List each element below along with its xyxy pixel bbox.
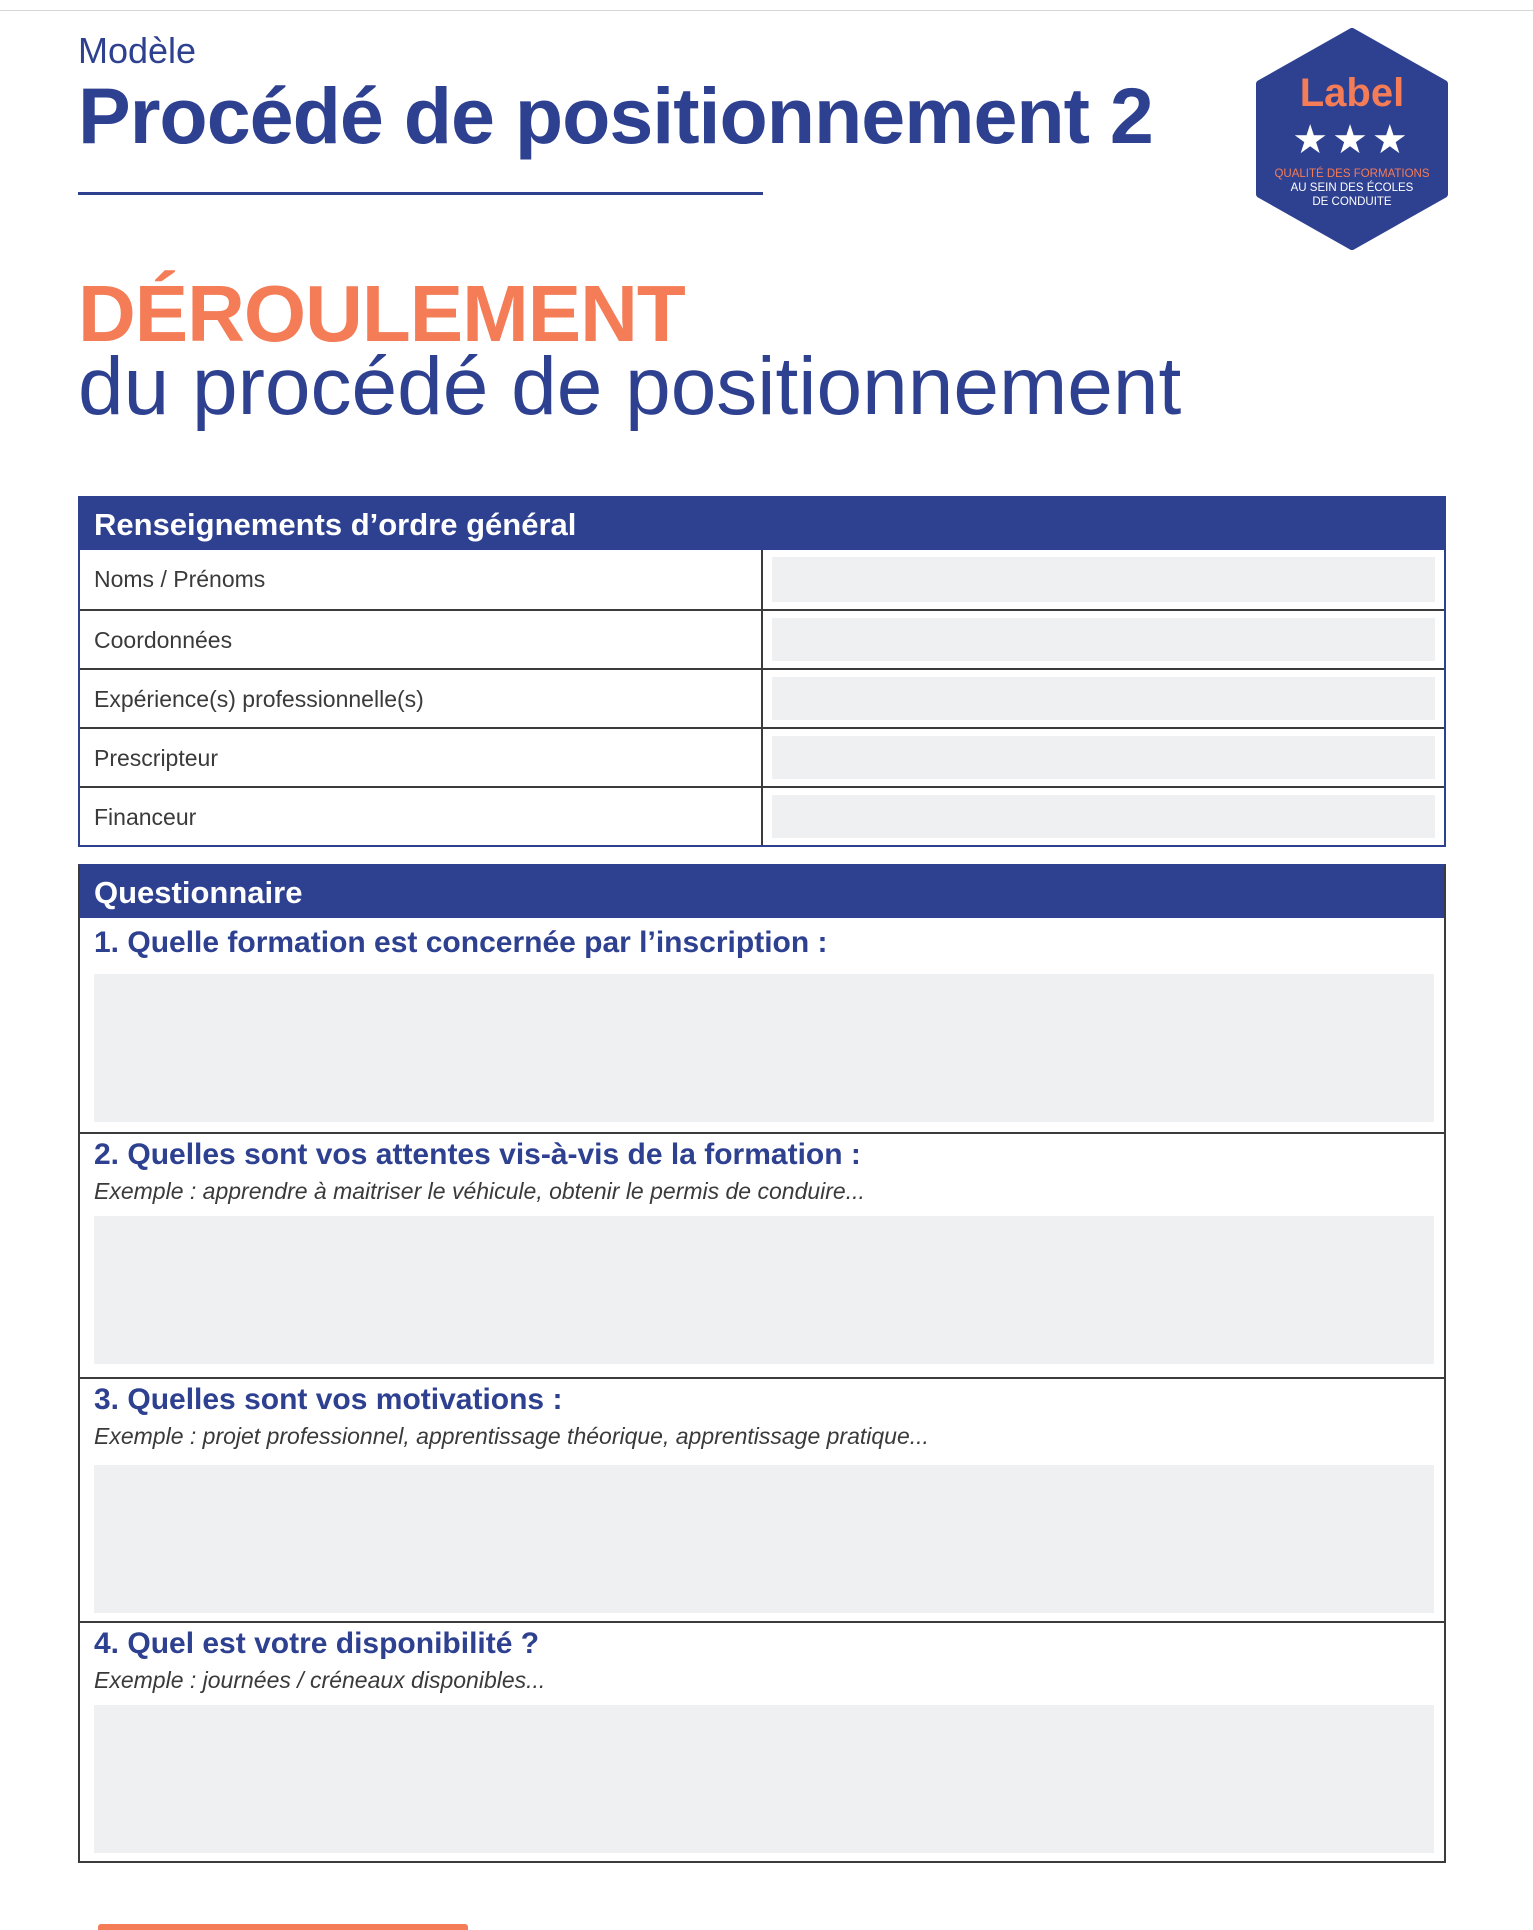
table-row (80, 786, 1444, 845)
question-3-answer-field[interactable] (94, 1465, 1434, 1613)
question-1-title: 1. Quelle formation est concernée par l’inscription : (94, 926, 828, 959)
question-1-answer-field[interactable] (94, 974, 1434, 1122)
question-2-title: 2. Quelles sont vos attentes vis-à-vis de la formation : (94, 1138, 861, 1171)
row-label-experience: Expérience(s) professionnelle(s) (80, 670, 763, 727)
question-block-1 (80, 918, 1444, 1132)
question-2-example: Exemple : apprendre à maitriser le véhicule, obtenir le permis de conduire... (94, 1178, 865, 1204)
question-3-example: Exemple : projet professionnel, apprentissage théorique, apprentissage pratique... (94, 1423, 929, 1449)
bottom-accent-bar (98, 1924, 468, 1930)
financeur-field[interactable] (772, 795, 1435, 838)
row-value-cell (763, 788, 1444, 845)
table-row (80, 550, 1444, 609)
row-value-cell (763, 670, 1444, 727)
section-subtitle: du procédé de positionnement (78, 341, 1182, 432)
badge-line2: AU SEIN DES ÉCOLES (1290, 182, 1414, 194)
questionnaire-header: Questionnaire (80, 866, 1444, 918)
badge-label-text: Label (1299, 71, 1405, 115)
badge-line1: QUALITÉ DES FORMATIONS (1274, 168, 1430, 180)
coordonnees-field[interactable] (772, 618, 1435, 661)
doc-kicker: Modèle (78, 30, 197, 71)
row-label-noms: Noms / Prénoms (80, 550, 763, 609)
general-info-header: Renseignements d’ordre général (80, 498, 1444, 550)
question-3-title: 3. Quelles sont vos motivations : (94, 1383, 563, 1416)
table-row (80, 609, 1444, 668)
row-value-cell (763, 611, 1444, 668)
label-badge-logo (1252, 28, 1452, 250)
question-block-2 (80, 1132, 1444, 1377)
table-row (80, 668, 1444, 727)
questionnaire-table (78, 864, 1446, 1863)
table-row (80, 727, 1444, 786)
experience-field[interactable] (772, 677, 1435, 720)
row-value-cell (763, 550, 1444, 609)
row-label-prescripteur: Prescripteur (80, 729, 763, 786)
question-4-example: Exemple : journées / créneaux disponibles... (94, 1667, 546, 1693)
badge-line3: DE CONDUITE (1312, 196, 1392, 208)
noms-field[interactable] (772, 557, 1435, 602)
section-title: DÉROULEMENT (78, 269, 685, 358)
question-4-answer-field[interactable] (94, 1705, 1434, 1853)
question-block-3 (80, 1377, 1444, 1621)
question-2-answer-field[interactable] (94, 1216, 1434, 1364)
prescripteur-field[interactable] (772, 736, 1435, 779)
doc-title: Procédé de positionnement 2 (78, 71, 1153, 160)
badge-stars-icon: ★★★ (1292, 117, 1412, 163)
row-value-cell (763, 729, 1444, 786)
question-4-title: 4. Quel est votre disponibilité ? (94, 1627, 540, 1660)
top-divider (0, 10, 1533, 11)
general-info-table (78, 496, 1446, 847)
general-info-rows (80, 550, 1444, 845)
title-underline (78, 192, 763, 195)
row-label-coordonnees: Coordonnées (80, 611, 763, 668)
row-label-financeur: Financeur (80, 788, 763, 845)
question-block-4 (80, 1621, 1444, 1861)
